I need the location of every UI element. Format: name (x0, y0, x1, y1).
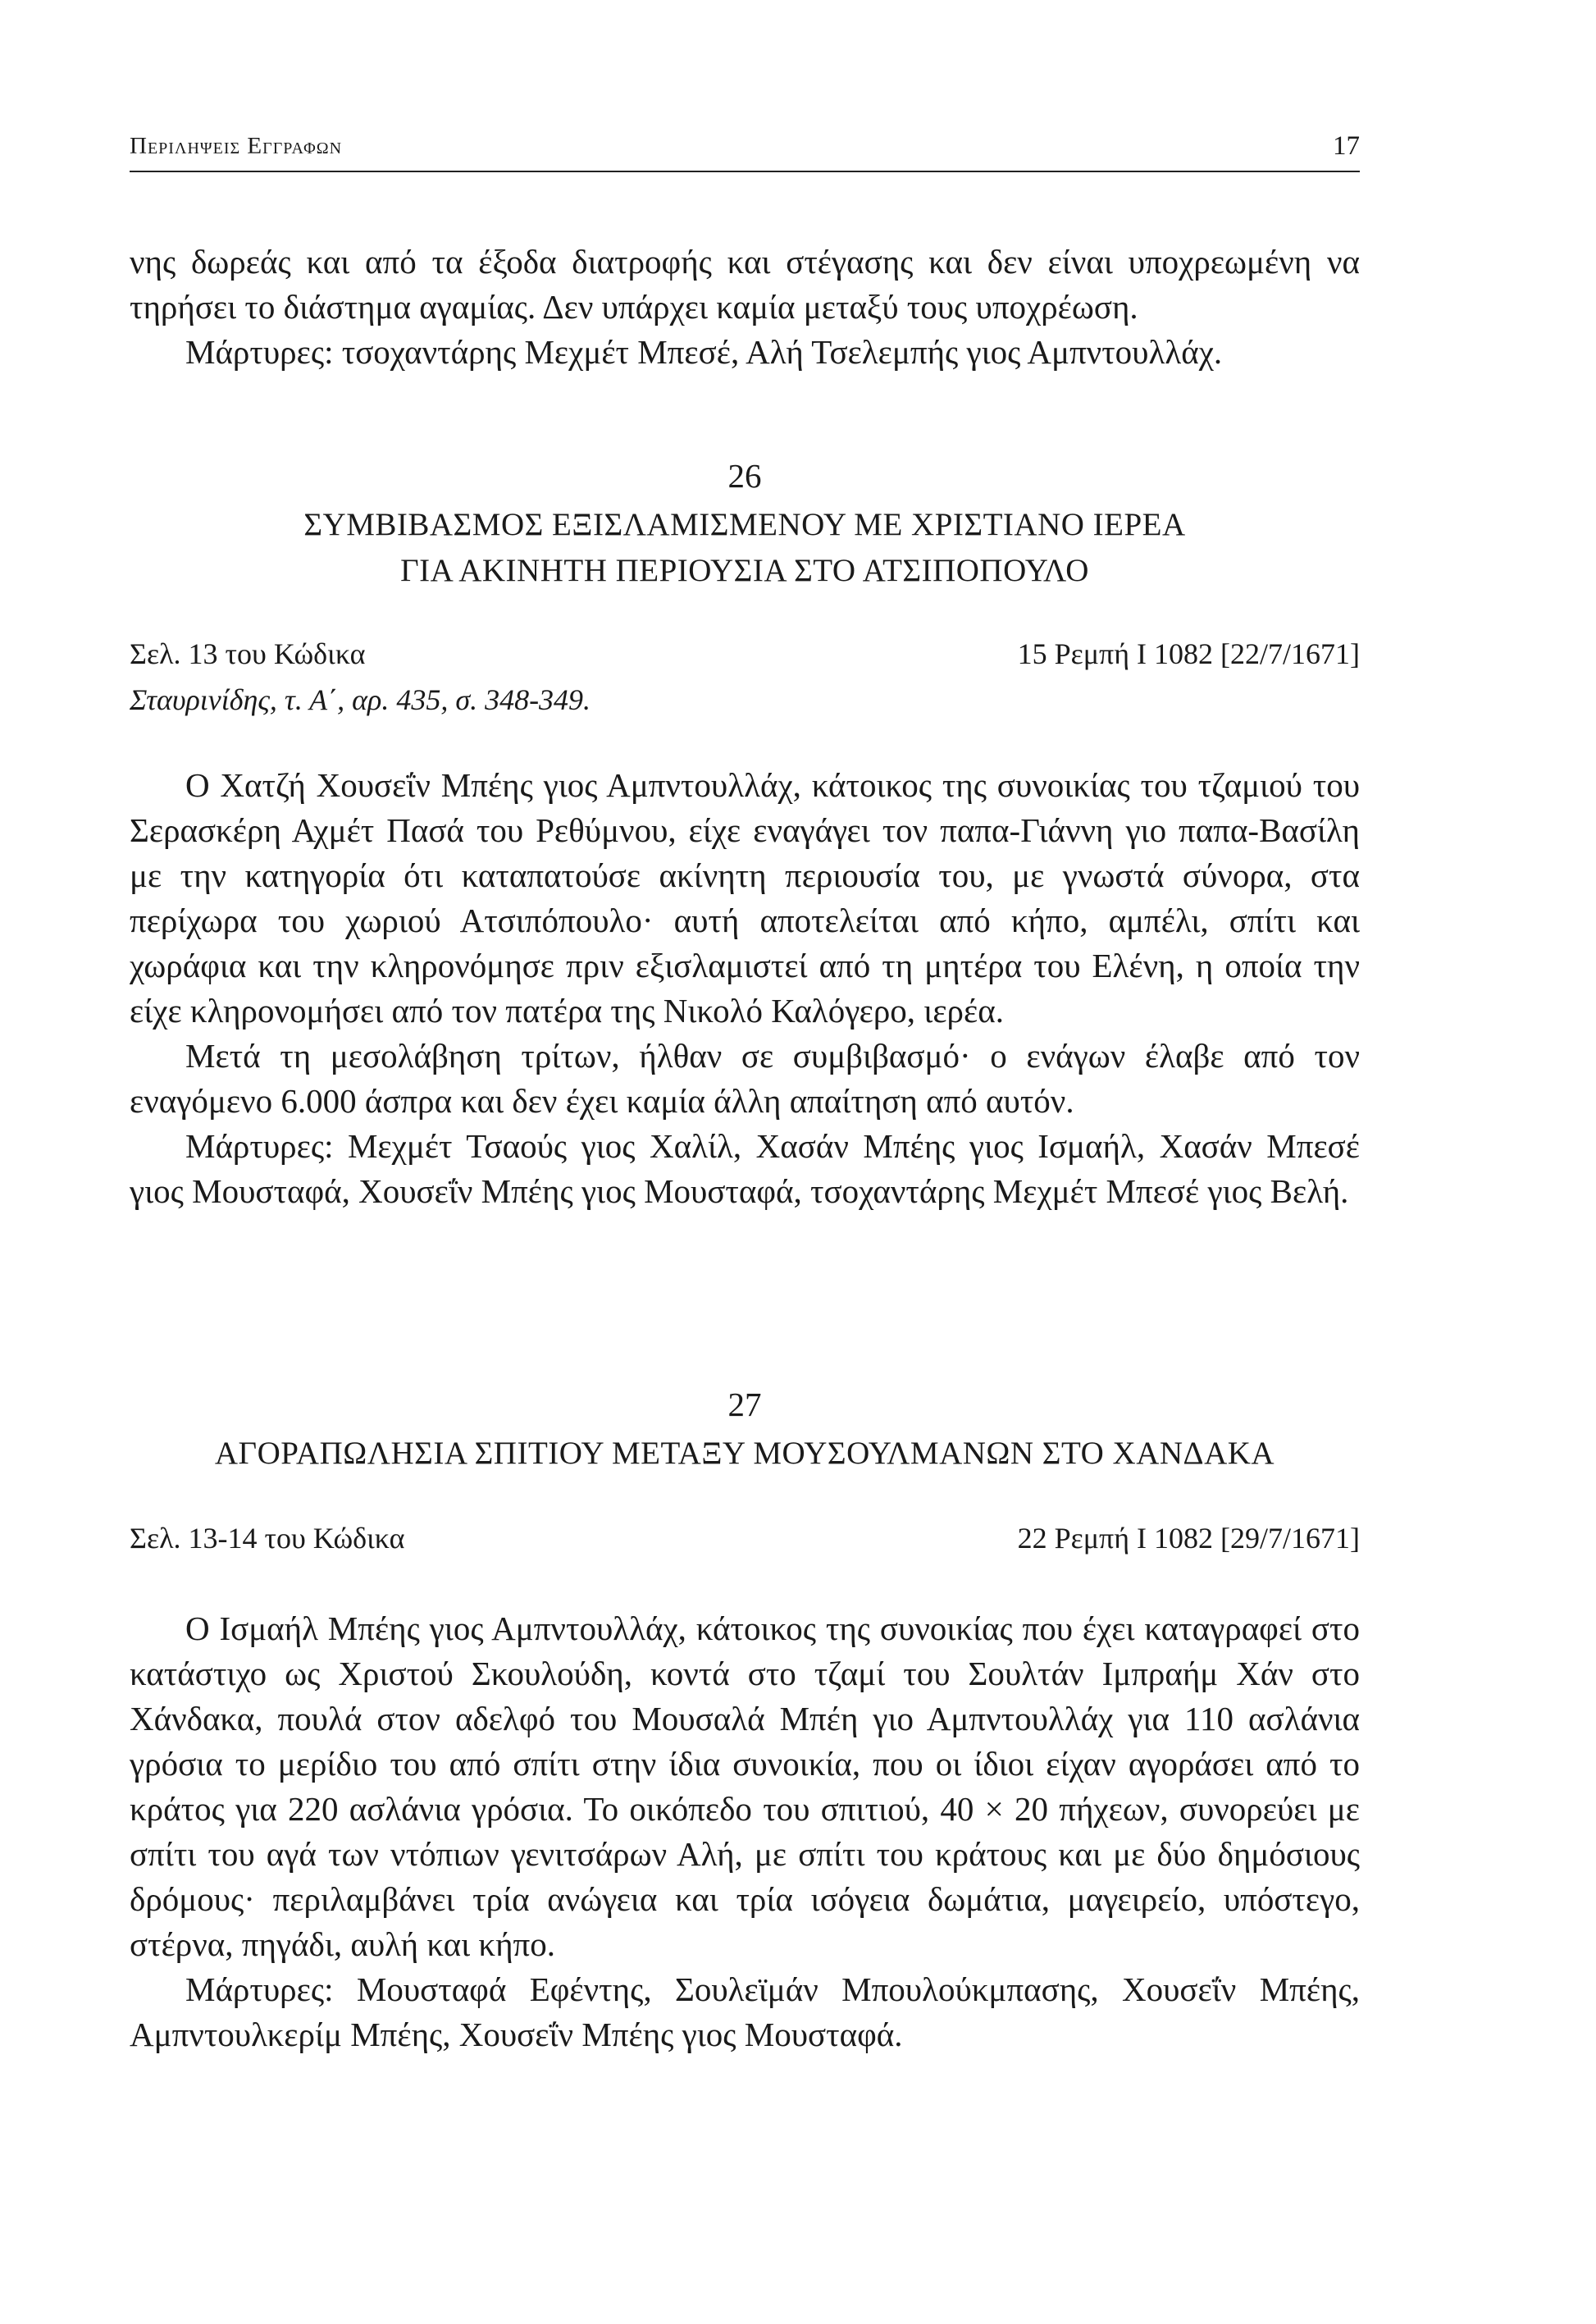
doc26-paragraph-3: Μάρτυρες: Μεχμέτ Τσαούς γιος Χαλίλ, Χασάν Μπέης γιος Ισμαήλ, Χασάν Μπεσέ γιος Μουσταφά, Χουσεΐν Μπέης γιος Μουσταφά, τσοχαντάρης Μεχμέτ Μπεσέ γιος Βελή. (130, 1127, 1360, 1210)
doc26-source: Σταυρινίδης, τ. Α΄, αρ. 435, σ. 348-349. (130, 683, 591, 716)
doc27-codex-ref: Σελ. 13-14 του Κώδικα (130, 1522, 405, 1555)
page-header (130, 128, 1360, 172)
intro-paragraph-1: νης δωρεάς και από τα έξοδα διατροφής και στέγασης και δεν είναι υποχρεωμένη να τηρήσει το διάστημα αγαμίας. Δεν υπάρχει καμία μεταξύ τους υποχρέωση. (130, 243, 1360, 326)
doc26-codex-ref: Σελ. 13 του Κώδικα (130, 637, 366, 670)
doc27-title: ΑΓΟΡΑΠΩΛΗΣΙΑ ΣΠΙΤΙΟΥ ΜΕΤΑΞΥ ΜΟΥΣΟΥΛΜΑΝΩΝ ΣΤΟ ΧΑΝΔΑΚΑ (214, 1436, 1275, 1471)
intro-text (130, 240, 1360, 375)
doc26-paragraph-2: Μετά τη μεσολάβηση τρίτων, ήλθαν σε συμβιβασμό· ο ενάγων έλαβε από τον εναγόμενο 6.000 άσπρα και δεν έχει καμία άλλη απαίτηση από αυτόν. (130, 1037, 1360, 1120)
doc27-text (130, 1606, 1360, 2057)
doc27-date: 22 Ρεμπή Ι 1082 [29/7/1671] (1017, 1522, 1360, 1555)
doc26-meta (130, 637, 1360, 674)
doc27-meta (130, 1521, 1360, 1559)
running-title: Περιληψεισ Εγγραφων (130, 133, 343, 159)
doc27-paragraph-1: Ο Ισμαήλ Μπέης γιος Αμπντουλλάχ, κάτοικος της συνοικίας που έχει καταγραφεί στο κατάστιχο ως Χριστού Σκουλούδη, κοντά στο τζαμί του Σουλτάν Ιμπραήμ Χάν στο Χάνδακα, πουλά στον αδελφό του Μουσαλά Μπέη γιο Αμπντουλλάχ για 110 ασλάνια γρόσια το μερίδιο του από σπίτι στην ίδια συνοικία, που οι ίδιοι είχαν αγοράσει από το κράτος για 220 ασλάνια γρόσια. Το οικόπεδο του σπιτιού, 40 × 20 πήχεων, συνορεύει με σπίτι του αγά των ντόπιων γενιτσάρων Αλή, με σπίτι του κράτους και με δύο δημόσιους δρόμους· περιλαμβάνει τρία ανώγεια και τρία ισόγεια δωμάτια, μαγειρείο, υπόστεγο, στέρνα, πηγάδι, αυλή και κήπο. (130, 1609, 1360, 1963)
doc26-title (130, 502, 1360, 594)
doc26-date: 15 Ρεμπή Ι 1082 [22/7/1671] (1017, 637, 1360, 670)
doc26-title-line-1: ΣΥΜΒΙΒΑΣΜΟΣ ΕΞΙΣΛΑΜΙΣΜΕΝΟΥ ΜΕ ΧΡΙΣΤΙΑΝΟ ΙΕΡΕΑ (303, 507, 1186, 542)
doc27-number: 27 (727, 1386, 762, 1423)
intro-paragraph-2: Μάρτυρες: τσοχαντάρης Μεχμέτ Μπεσέ, Αλή Τσελεμπής γιος Αμπντουλλάχ. (185, 333, 1223, 371)
doc26-number: 26 (727, 457, 762, 495)
doc26-text (130, 763, 1360, 1214)
doc26-paragraph-1: Ο Χατζή Χουσεΐν Μπέης γιος Αμπντουλλάχ, κάτοικος της συνοικίας του τζαμιού του Σερασκέρη Αχμέτ Πασά του Ρεθύμνου, είχε εναγάγει τον παπα-Γιάννη γιο παπα-Βασίλη με την κατηγορία ότι καταπατούσε ακίνητη περιουσία του, με γνωστά σύνορα, στα περίχωρα του χωριού Ατσιπόπουλο· αυτή αποτελείται από κήπο, αμπέλι, σπίτι και χωράφια και την κληρονόμησε πριν εξισλαμιστεί από τη μητέρα του Ελένη, η οποία την είχε κληρονομήσει από τον πατέρα της Νικολό Καλόγερο, ιερέα. (130, 766, 1360, 1030)
doc26-title-line-2: ΓΙΑ ΑΚΙΝΗΤΗ ΠΕΡΙΟΥΣΙΑ ΣΤΟ ΑΤΣΙΠΟΠΟΥΛΟ (400, 553, 1089, 588)
doc27-paragraph-2: Μάρτυρες: Μουσταφά Εφέντης, Σουλεϊμάν Μπουλούκμπασης, Χουσεΐν Μπέης, Αμπντουλκερίμ Μπέης, Χουσεΐν Μπέης γιος Μουσταφά. (130, 1970, 1360, 2053)
page-number: 17 (1333, 131, 1360, 161)
